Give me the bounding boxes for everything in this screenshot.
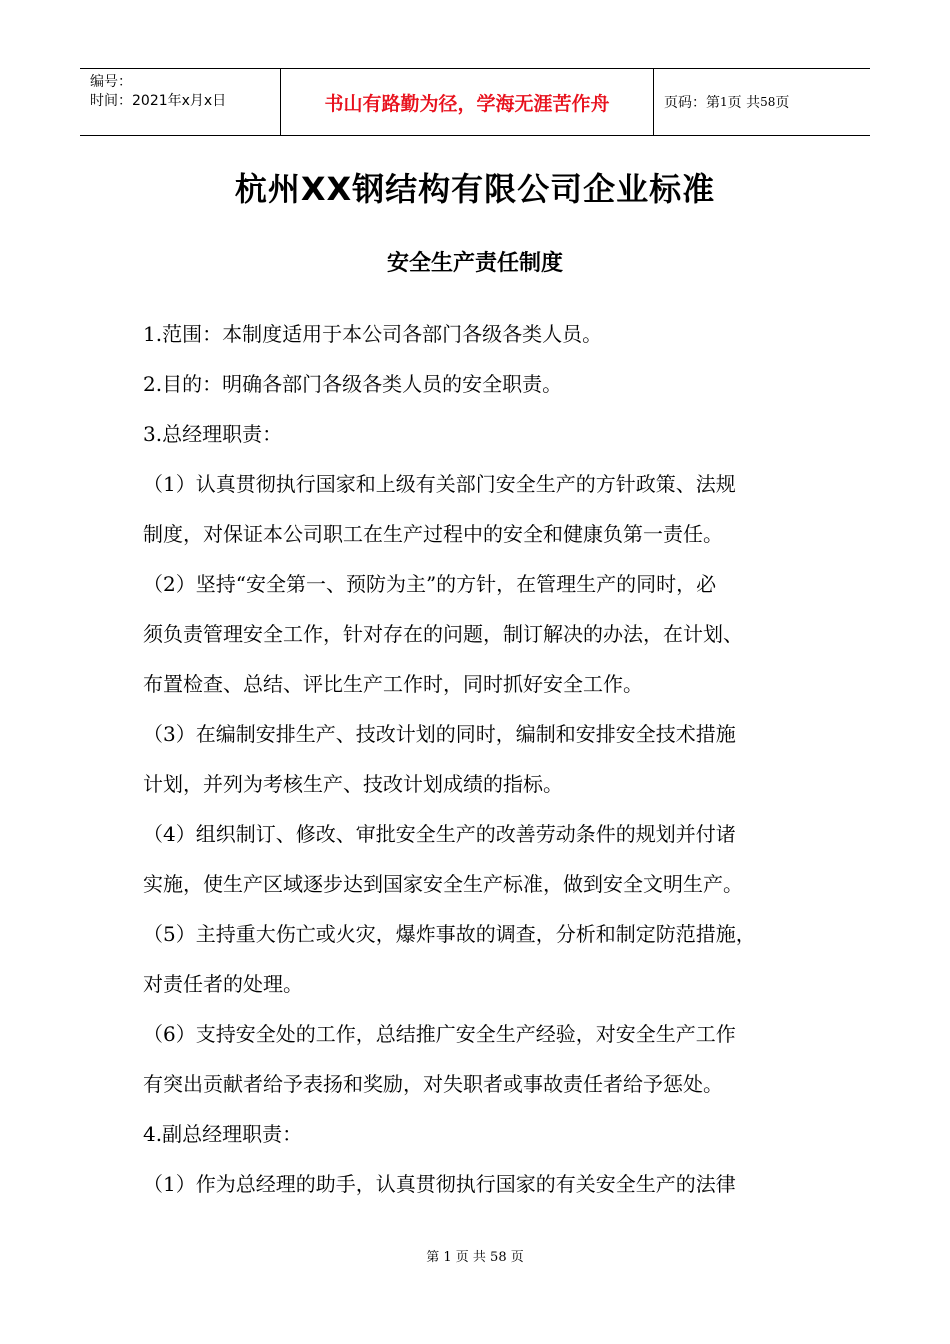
- body-line: （1）作为总经理的助手，认真贯彻执行国家的有关安全生产的法律: [143, 1172, 736, 1196]
- body-line: （4）组织制订、修改、审批安全生产的改善劳动条件的规划并付诸: [143, 822, 736, 846]
- document-subtitle: 安全生产责任制度: [386, 251, 563, 276]
- document-header: [80, 68, 870, 136]
- body-line: 有突出贡献者给予表扬和奖励，对失职者或事故责任者给予惩处。: [143, 1072, 723, 1096]
- body-line: 布置检查、总结、评比生产工作时，同时抓好安全工作。: [143, 672, 643, 696]
- body-line: 制度，对保证本公司职工在生产过程中的安全和健康负第一责任。: [143, 522, 723, 546]
- time-label: 时间：2021年x月x日: [90, 93, 227, 109]
- page-footer: 第 1 页 共 58 页: [426, 1250, 524, 1265]
- body-line: 1.范围：本制度适用于本公司各部门各级各类人员。: [143, 322, 603, 346]
- header-page-number: [654, 69, 870, 135]
- page-total: 58: [760, 95, 776, 109]
- body-line: 对责任者的处理。: [143, 972, 303, 996]
- body-line: （3）在编制安排生产、技改计划的同时，编制和安排安全技术措施: [143, 722, 736, 746]
- body-line: （1）认真贯彻执行国家和上级有关部门安全生产的方针政策、法规: [143, 472, 736, 496]
- body-line: 4.副总经理职责：: [143, 1122, 303, 1146]
- page-label-suffix: 页: [775, 95, 790, 111]
- page-label-mid: 页 共: [727, 95, 761, 111]
- body-line: （6）支持安全处的工作，总结推广安全生产经验，对安全生产工作: [143, 1022, 736, 1046]
- body-line: （2）坚持“安全第一、预防为主”的方针，在管理生产的同时，必: [143, 572, 717, 596]
- number-label: 编号：: [90, 74, 132, 90]
- page-label-prefix: 页码：第: [664, 95, 720, 111]
- body-line: 3.总经理职责：: [143, 422, 283, 446]
- document-body: [143, 317, 823, 1217]
- body-line: （5）主持重大伤亡或火灾，爆炸事故的调查，分析和制定防范措施，: [143, 922, 756, 946]
- header-motto: [280, 69, 654, 135]
- body-line: 2.目的：明确各部门各级各类人员的安全职责。: [143, 372, 563, 396]
- body-line: 实施，使生产区域逐步达到国家安全生产标准，做到安全文明生产。: [143, 872, 743, 896]
- page-current: 1: [720, 95, 728, 109]
- body-line: 计划，并列为考核生产、技改计划成绩的指标。: [143, 772, 563, 796]
- body-line: 须负责管理安全工作，针对存在的问题，制订解决的办法，在计划、: [143, 622, 743, 646]
- document-title: 杭州XX钢结构有限公司企业标准: [234, 170, 716, 208]
- motto-text: 书山有路勤为径，学海无涯苦作舟: [324, 92, 610, 115]
- header-meta: [80, 69, 280, 135]
